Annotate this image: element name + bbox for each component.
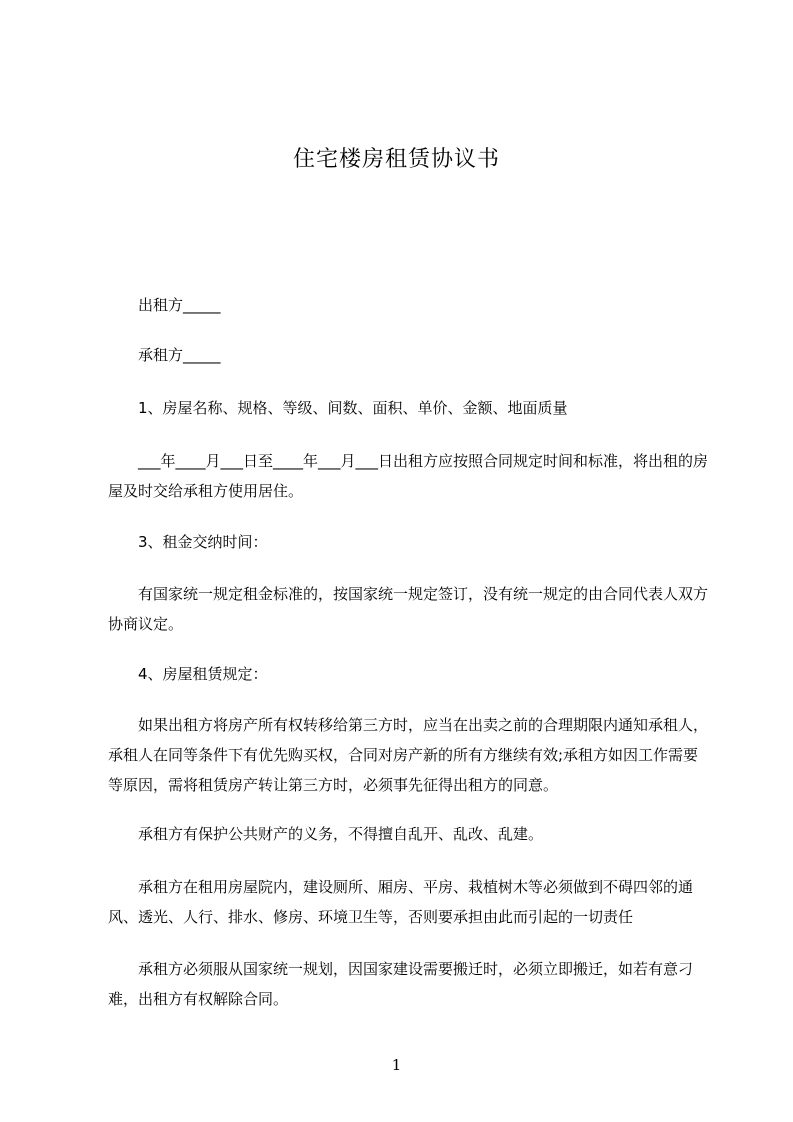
construction-paragraph: 承租方在租用房屋院内，建设厕所、厢房、平房、栽植树木等必须做到不碍四邻的通风、透光、人行、排水、修房、环境卫生等，否则要承担由此而引起的一切责任 <box>108 878 694 926</box>
rent-standard-paragraph: 有国家统一规定租金标准的，按国家统一规定签订，没有统一规定的由合同代表人双方协商议定。 <box>108 585 709 633</box>
lessor-line: 出租方_____ <box>138 296 221 314</box>
clause-4-heading: 4、房屋租赁规定： <box>138 665 268 683</box>
lessee-line: 承租方_____ <box>138 346 221 364</box>
public-property-paragraph: 承租方有保护公共财产的义务，不得擅自乱开、乱改、乱建。 <box>138 825 544 843</box>
ownership-transfer-paragraph: 如果出租方将房产所有权转移给第三方时，应当在出卖之前的合理期限内通知承租人，承租人在同等条件下有优先购买权，合同对房产新的所有方继续有效;承租方如因工作需要等原因，需将租赁房产转让第三方时，必须事先征得出租方的同意。 <box>108 716 709 794</box>
lease-term-paragraph: ___年____月___日至____年___月___日出租方应按照合同规定时间和标准，将出租的房屋及时交给承租方使用居住。 <box>108 452 709 500</box>
clause-1-heading: 1、房屋名称、规格、等级、间数、面积、单价、金额、地面质量 <box>138 399 568 417</box>
relocation-paragraph: 承租方必须服从国家统一规划，因国家建设需要搬迁时，必须立即搬迁，如若有意刁难，出租方有权解除合同。 <box>108 960 694 1008</box>
document-title: 住宅楼房租赁协议书 <box>292 147 500 172</box>
page-number: 1 <box>391 1056 402 1074</box>
clause-3-heading: 3、租金交纳时间： <box>138 533 268 551</box>
